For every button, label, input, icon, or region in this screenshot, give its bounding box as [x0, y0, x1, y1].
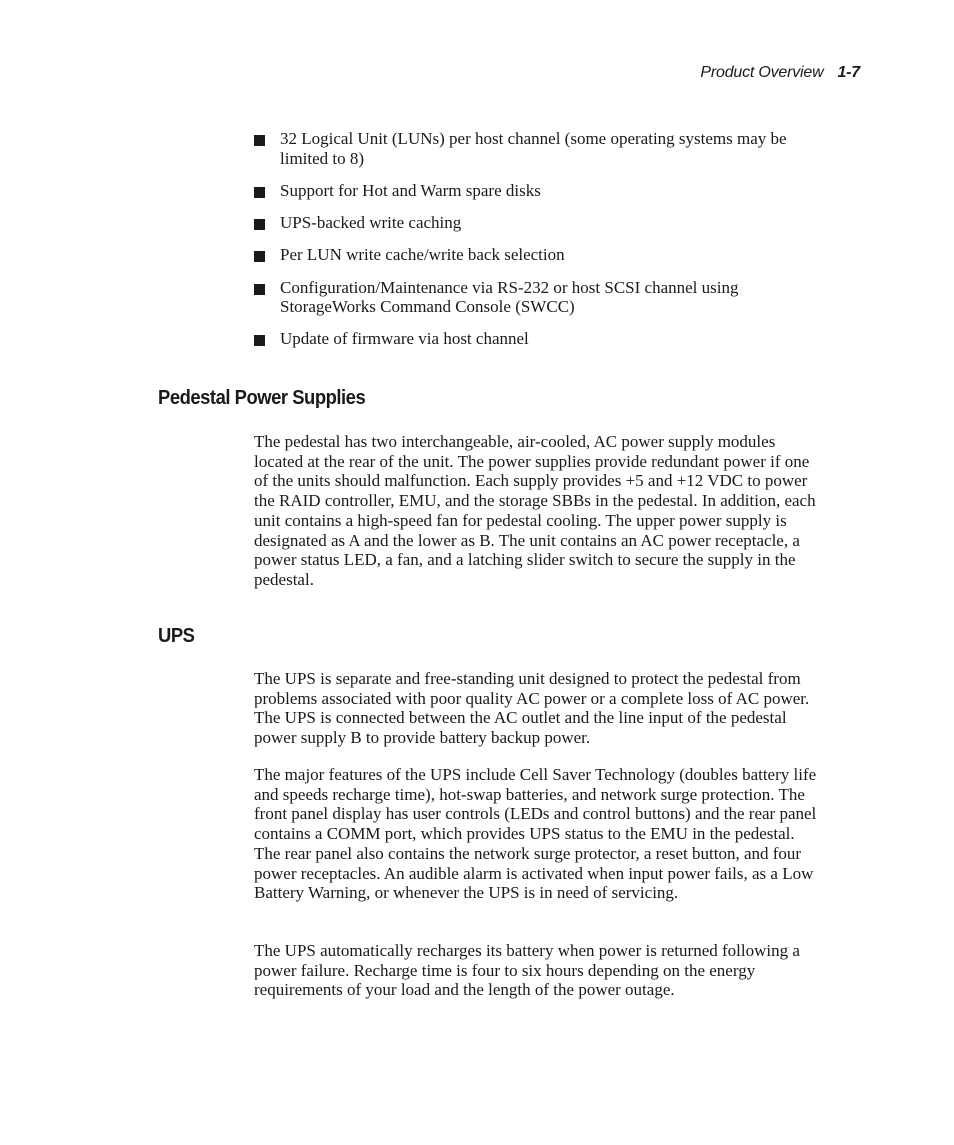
bullet-text: Per LUN write cache/write back selection — [280, 245, 565, 265]
header-section-title: Product Overview — [700, 64, 824, 81]
bullet-item — [254, 245, 814, 265]
square-bullet-icon — [254, 135, 265, 146]
square-bullet-icon — [254, 284, 265, 295]
pedestal-power-paragraph: The pedestal has two interchangeable, air-cooled, AC power supply modules located at the rear of the unit. The power supplies provide redundant power if one of the units should malfunction. Each supply provides +5 and +12 VDC to power the RAID controller, EMU, and the storage SBBs in the pedestal. In addition, each unit contains a high-speed fan for pedestal cooling. The upper power supply is designated as A and the lower as B. The unit contains an AC power receptacle, a power status LED, a fan, and a latching slider switch to secure the supply in the pedestal. — [254, 432, 816, 589]
ups-paragraph-3: The UPS automatically recharges its battery when power is returned following a power failure. Recharge time is four to six hours depending on the energy requirements of your load and the length of the power outage. — [254, 941, 800, 1000]
bullet-text: Update of firmware via host channel — [280, 329, 529, 349]
page-number: 1-7 — [837, 64, 860, 81]
ups-paragraph-2: The major features of the UPS include Cell Saver Technology (doubles battery life and speeds recharge time), hot-swap batteries, and network surge protection. The front panel display has user controls (LEDs and control buttons) and the rear panel contains a COMM port, which provides UPS status to the EMU in the pedestal. The rear panel also contains the network surge protector, a reset button, and four power receptacles. An audible alarm is activated when input power fails, as a Low Battery Warning, or whenever the UPS is in need of servicing. — [254, 765, 817, 903]
section-heading-pedestal-power-supplies: Pedestal Power Supplies — [158, 387, 366, 409]
section-heading-ups: UPS — [158, 625, 195, 647]
bullet-text: Support for Hot and Warm spare disks — [280, 180, 541, 200]
bullet-text: UPS-backed write caching — [280, 213, 462, 233]
bullet-text: Configuration/Maintenance via RS-232 or host SCSI channel using StorageWorks Command Console (SWCC) — [280, 277, 739, 317]
bullet-item — [254, 213, 814, 233]
bullet-item — [254, 329, 814, 349]
running-header — [700, 64, 860, 82]
bullet-item — [254, 278, 814, 317]
ups-paragraph-1: The UPS is separate and free-standing unit designed to protect the pedestal from problems associated with poor quality AC power or a complete loss of AC power. The UPS is connected between the AC outlet and the line input of the pedestal power supply B to provide battery backup power. — [254, 669, 810, 748]
bullet-item — [254, 181, 814, 201]
feature-bullet-list — [254, 129, 814, 362]
square-bullet-icon — [254, 219, 265, 230]
bullet-item — [254, 129, 814, 168]
square-bullet-icon — [254, 251, 265, 262]
square-bullet-icon — [254, 187, 265, 198]
bullet-text: 32 Logical Unit (LUNs) per host channel (some operating systems may be limited to 8) — [280, 129, 787, 168]
square-bullet-icon — [254, 335, 265, 346]
